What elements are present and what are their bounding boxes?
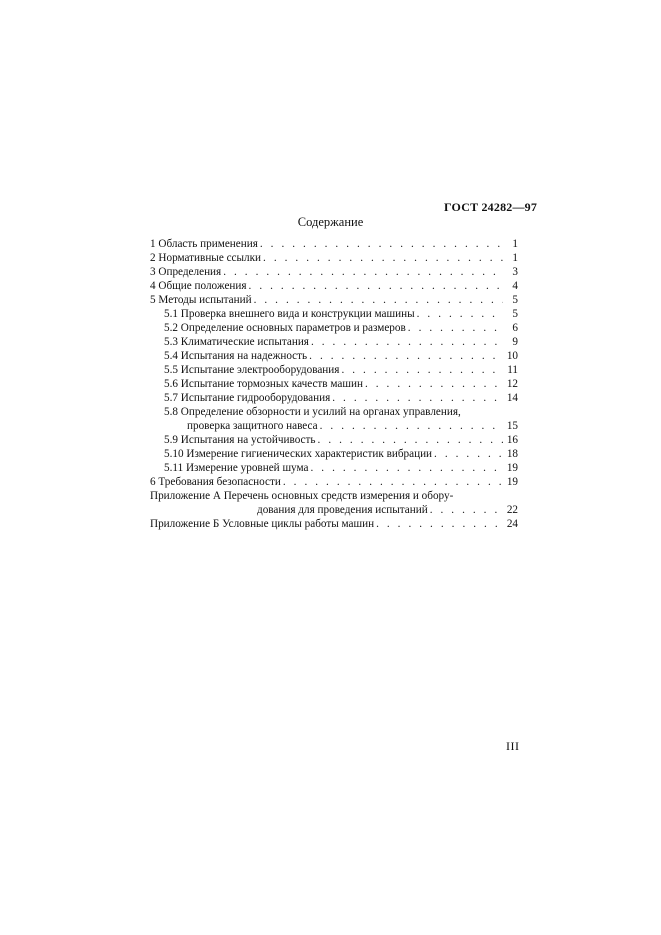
dot-leader	[363, 377, 503, 391]
toc-entry-label: Приложение А Перечень основных средств измерения и обору-	[150, 490, 454, 502]
toc-title: Содержание	[297, 215, 364, 229]
toc-entry-page: 14	[506, 392, 518, 404]
toc-entry-page: 1	[512, 238, 518, 250]
toc-entry[interactable]	[150, 251, 518, 265]
toc-entry-label: 5.10 Измерение гигиенических характеристик вибрации	[164, 448, 433, 460]
toc-entry-page: 18	[506, 448, 518, 460]
toc-entry-page: 1	[512, 252, 518, 264]
toc-entry-page: 3	[512, 266, 518, 278]
toc-entry[interactable]	[164, 447, 518, 461]
toc-entry[interactable]	[150, 489, 518, 503]
toc-entry-page: 5	[512, 308, 518, 320]
toc-entry[interactable]	[164, 363, 518, 377]
dot-leader	[318, 419, 503, 433]
toc-entry[interactable]	[150, 293, 518, 307]
toc-entry-label: 5.2 Определение основных параметров и размеров	[164, 322, 406, 334]
toc-entry-label: 5.6 Испытание тормозных качеств машин	[164, 378, 363, 390]
toc-entry-label: проверка защитного навеса	[187, 420, 318, 432]
dot-leader	[309, 335, 503, 349]
toc-entry[interactable]	[164, 405, 518, 419]
toc-entry-label: 5.4 Испытания на надежность	[164, 350, 308, 362]
toc-entry[interactable]	[164, 391, 518, 405]
dot-leader	[307, 349, 503, 363]
toc-entry-label: 4 Общие положения	[150, 280, 247, 292]
dot-leader	[247, 279, 503, 293]
toc-entry-label: 1 Область применения	[150, 238, 258, 250]
toc-entry-label: дования для проведения испытаний	[257, 504, 428, 516]
dot-leader	[261, 251, 503, 265]
toc-entry-label: 5.11 Измерение уровней шума	[164, 462, 309, 474]
toc-entry-page: 19	[506, 462, 518, 474]
toc-entry[interactable]	[150, 475, 518, 489]
toc-entry[interactable]	[150, 237, 518, 251]
toc-entry[interactable]	[164, 307, 518, 321]
dot-leader	[252, 293, 503, 307]
toc-entry[interactable]	[164, 377, 518, 391]
document-header-code: ГОСТ 24282—97	[444, 200, 538, 214]
toc-entry-label: 5.1 Проверка внешнего вида и конструкции машины	[164, 308, 415, 320]
toc-entry[interactable]	[164, 349, 518, 363]
toc-entry-continuation[interactable]	[187, 419, 518, 433]
toc-entry-page: 24	[506, 518, 518, 530]
toc-entry-label: 6 Требования безопасности	[150, 476, 281, 488]
dot-leader	[281, 475, 503, 489]
toc-entry-page: 5	[512, 294, 518, 306]
dot-leader	[406, 321, 503, 335]
dot-leader	[374, 517, 503, 531]
toc-entry-label: 5 Методы испытаний	[150, 294, 252, 306]
toc-entry-label: 5.8 Определение обзорности и усилий на органах управления,	[164, 406, 461, 418]
dot-leader	[316, 433, 503, 447]
toc-entry-page: 9	[512, 336, 518, 348]
toc-entry-label: 5.7 Испытание гидрооборудования	[164, 392, 331, 404]
dot-leader	[415, 307, 503, 321]
dot-leader	[308, 461, 503, 475]
toc-entry[interactable]	[164, 321, 518, 335]
toc-entry-page: 11	[507, 364, 518, 376]
toc-entry[interactable]	[150, 279, 518, 293]
toc-entry[interactable]	[164, 335, 518, 349]
toc-entry-page: 16	[506, 434, 518, 446]
toc-entry-page: 6	[512, 322, 518, 334]
toc-entry-page: 4	[512, 280, 518, 292]
dot-leader	[428, 503, 503, 517]
toc-entry-label: Приложение Б Условные циклы работы машин	[150, 518, 375, 530]
toc-entry-page: 15	[506, 420, 518, 432]
toc-entry[interactable]	[164, 433, 518, 447]
toc-entry[interactable]	[164, 461, 518, 475]
toc-entry-continuation[interactable]	[257, 503, 518, 517]
toc-entry-page: 10	[506, 350, 518, 362]
toc-entry-label: 5.5 Испытание электрооборудования	[164, 364, 340, 376]
dot-leader	[221, 265, 503, 279]
page-number: III	[506, 739, 520, 753]
dot-leader	[432, 447, 503, 461]
toc-entry-label: 5.9 Испытания на устойчивость	[164, 434, 316, 446]
toc-entry-page: 22	[506, 504, 518, 516]
dot-leader	[258, 237, 503, 251]
toc-entry-label: 5.3 Климатические испытания	[164, 336, 309, 348]
dot-leader	[330, 391, 503, 405]
toc-entry-page: 12	[506, 378, 518, 390]
toc-entry-label: 2 Нормативные ссылки	[150, 252, 262, 264]
toc-entry[interactable]	[150, 265, 518, 279]
toc-entry[interactable]	[150, 517, 518, 531]
dot-leader	[339, 363, 503, 377]
toc-entry-label: 3 Определения	[150, 266, 222, 278]
toc-entry-page: 19	[506, 476, 518, 488]
